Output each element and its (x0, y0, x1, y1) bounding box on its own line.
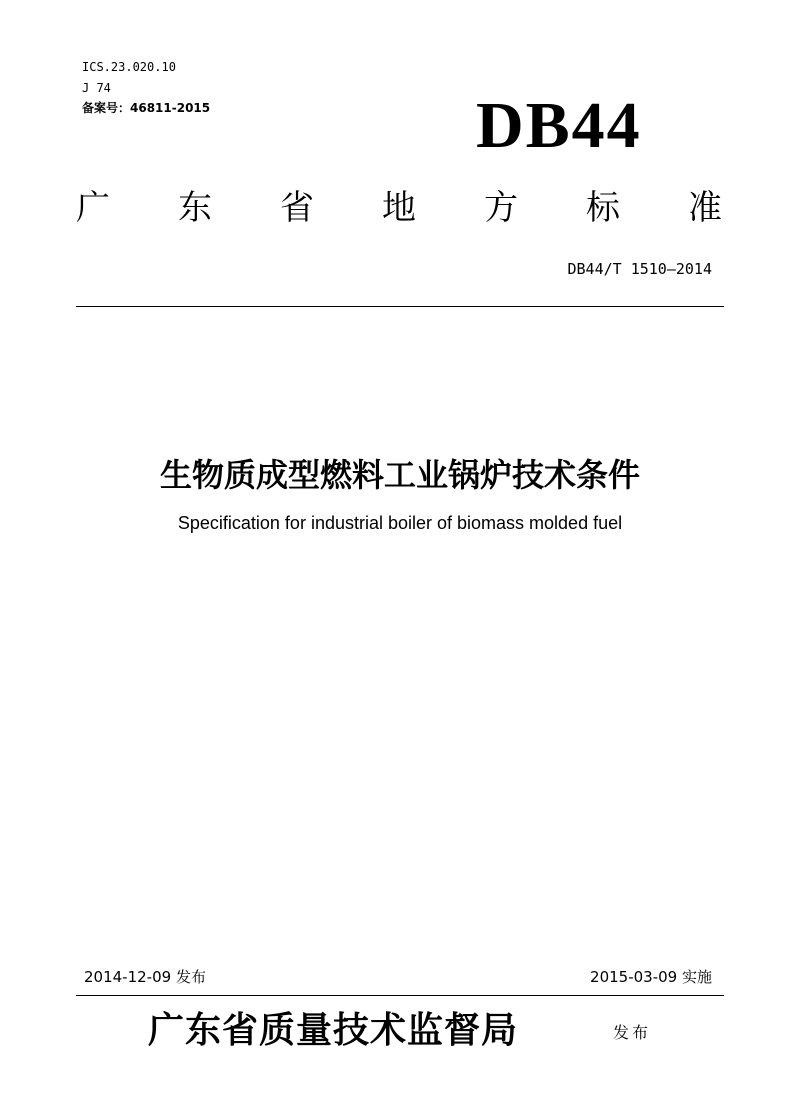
standard-type-char: 地 (382, 187, 416, 228)
issue-label: 发布 (613, 1023, 652, 1042)
standard-type-char: 方 (484, 187, 518, 228)
db-code: DB44 (476, 89, 642, 162)
issuing-authority: 广东省质量技术监督局 (148, 1009, 519, 1051)
standard-type-char: 广 (76, 187, 110, 228)
ccs-code: J 74 (82, 81, 111, 95)
standard-number: DB44/T 1510—2014 (567, 260, 712, 278)
document-title-english: Specification for industrial boiler of biomass molded fuel (177, 513, 623, 533)
standard-type-char: 东 (178, 187, 212, 228)
release-date: 2014-12-09 发布 (84, 968, 206, 986)
standard-type-char: 省 (280, 187, 314, 228)
header-divider (76, 306, 724, 307)
standard-type (76, 180, 722, 228)
standard-type-char: 准 (688, 187, 722, 228)
implementation-date: 2015-03-09 实施 (590, 968, 712, 986)
ics-code: ICS.23.020.10 (82, 60, 176, 74)
record-number: 备案号：46811-2015 (82, 101, 211, 115)
standard-type-char: 标 (586, 187, 620, 228)
footer-divider (76, 995, 724, 996)
document-title-chinese: 生物质成型燃料工业锅炉技术条件 (159, 456, 640, 494)
